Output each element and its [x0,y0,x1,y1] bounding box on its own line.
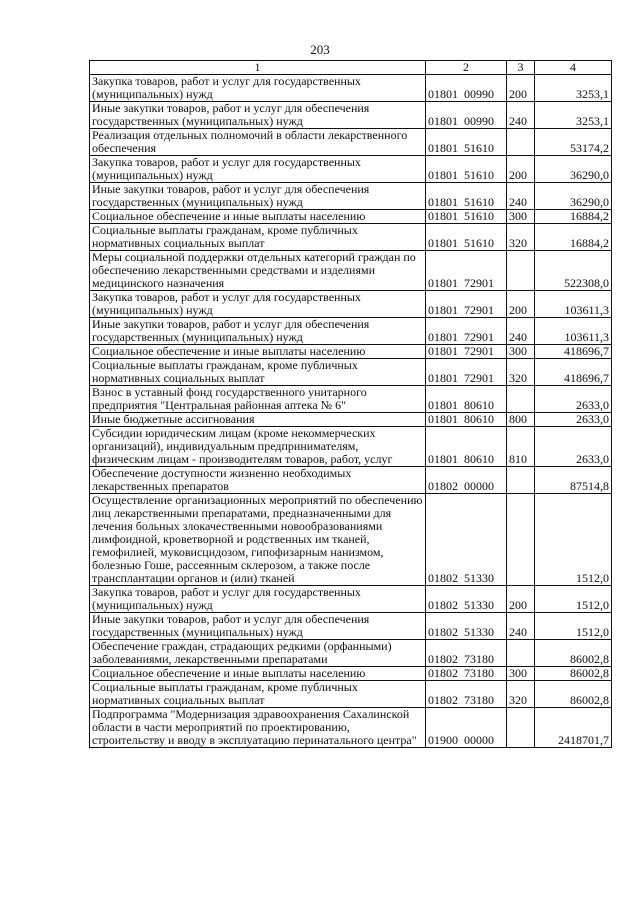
row-amount: 1512,0 [535,494,612,586]
table-row [90,75,612,102]
table-row [90,586,612,613]
row-amount: 2633,0 [535,386,612,413]
row-classification-code [426,494,507,586]
row-code-direction: 72901 [464,276,494,290]
table-row [90,494,612,586]
row-code-direction: 73180 [464,666,494,680]
table-row [90,708,612,748]
row-description: Обеспечение доступности жизненно необходимых лекарственных препаратов [90,467,426,494]
row-expense-type: 300 [507,210,535,224]
header-col-3: 3 [507,61,535,75]
row-classification-code [426,681,507,708]
row-code-program: 01801 [428,303,458,317]
row-code-direction: 51610 [464,168,494,182]
row-code-program: 01802 [428,598,458,612]
row-description: Взнос в уставный фонд государственного унитарного предприятия "Центральная районная аптека № 6" [90,386,426,413]
row-expense-type: 240 [507,183,535,210]
row-code-direction: 51610 [464,195,494,209]
row-description: Иные закупки товаров, работ и услуг для обеспечения государственных (муниципальных) нужд [90,318,426,345]
row-description: Закупка товаров, работ и услуг для государственных (муниципальных) нужд [90,75,426,102]
table-row [90,318,612,345]
row-classification-code [426,156,507,183]
row-expense-type: 320 [507,359,535,386]
header-col-4: 4 [535,61,612,75]
row-description: Социальное обеспечение и иные выплаты населению [90,345,426,359]
row-classification-code [426,210,507,224]
row-expense-type: 300 [507,667,535,681]
row-code-direction: 51330 [464,625,494,639]
row-amount: 2633,0 [535,413,612,427]
row-amount: 1512,0 [535,613,612,640]
row-description: Социальные выплаты гражданам, кроме публичных нормативных социальных выплат [90,359,426,386]
row-expense-type: 320 [507,681,535,708]
row-expense-type [507,129,535,156]
row-code-program: 01801 [428,371,458,385]
table-row [90,467,612,494]
row-expense-type: 320 [507,224,535,251]
row-description: Иные бюджетные ассигнования [90,413,426,427]
row-code-direction: 00990 [464,87,494,101]
table-row [90,413,612,427]
row-code-program: 01801 [428,276,458,290]
row-code-direction: 73180 [464,693,494,707]
row-code-program: 01801 [428,412,458,426]
row-expense-type: 200 [507,586,535,613]
header-col-1: 1 [90,61,426,75]
row-description: Реализация отдельных полномочий в области лекарственного обеспечения [90,129,426,156]
row-description: Субсидии юридическим лицам (кроме некоммерческих организаций), индивидуальным предпринимателям, физическим лицам - производителям товаров, работ, услуг [90,427,426,467]
row-code-program: 01900 [428,733,458,747]
row-code-program: 01801 [428,141,458,155]
row-amount: 86002,8 [535,681,612,708]
row-amount: 87514,8 [535,467,612,494]
row-code-direction: 80610 [464,398,494,412]
table-row [90,210,612,224]
row-amount: 36290,0 [535,156,612,183]
row-code-program: 01802 [428,652,458,666]
row-classification-code [426,102,507,129]
row-code-direction: 72901 [464,344,494,358]
table-row [90,386,612,413]
row-description: Закупка товаров, работ и услуг для государственных (муниципальных) нужд [90,586,426,613]
budget-table [89,60,612,748]
row-expense-type: 200 [507,75,535,102]
row-classification-code [426,413,507,427]
row-code-direction: 51330 [464,598,494,612]
row-amount: 3253,1 [535,75,612,102]
row-classification-code [426,708,507,748]
row-code-program: 01801 [428,236,458,250]
row-code-direction: 80610 [464,452,494,466]
row-code-program: 01801 [428,398,458,412]
row-classification-code [426,359,507,386]
page-number: 203 [310,42,330,57]
table-row [90,359,612,386]
row-code-program: 01802 [428,693,458,707]
row-classification-code [426,318,507,345]
table-row [90,640,612,667]
row-expense-type: 240 [507,102,535,129]
row-expense-type: 300 [507,345,535,359]
row-expense-type [507,494,535,586]
row-code-program: 01802 [428,571,458,585]
header-col-2: 2 [426,61,507,75]
row-description: Иные закупки товаров, работ и услуг для обеспечения государственных (муниципальных) нужд [90,613,426,640]
row-classification-code [426,640,507,667]
row-description: Осуществление организационных мероприятий по обеспечению лиц лекарственными препаратами, предназначенными для лечения больных злокачественными новообразованиями лимфоидной, кроветворной и родственных им тканей, гемофилией, муковисцидозом, гипофизарным нанизмом, болезнью Гоше, рассеянным склерозом, а также после трансплантации органов и (или) тканей [90,494,426,586]
row-classification-code [426,345,507,359]
row-code-direction: 51610 [464,141,494,155]
row-amount: 53174,2 [535,129,612,156]
row-code-program: 01801 [428,87,458,101]
row-code-direction: 80610 [464,412,494,426]
row-code-program: 01802 [428,625,458,639]
row-description: Обеспечение граждан, страдающих редкими (орфанными) заболеваниями, лекарственными препаратами [90,640,426,667]
row-classification-code [426,667,507,681]
row-amount: 16884,2 [535,210,612,224]
table-row [90,224,612,251]
table-row [90,667,612,681]
row-amount: 2418701,7 [535,708,612,748]
row-expense-type [507,386,535,413]
row-description: Подпрограмма "Модернизация здравоохранения Сахалинской области в части мероприятий по проектированию, строительству и вводу в эксплуатацию перинатального центра" [90,708,426,748]
row-description: Социальные выплаты гражданам, кроме публичных нормативных социальных выплат [90,681,426,708]
row-expense-type: 240 [507,613,535,640]
row-amount: 418696,7 [535,359,612,386]
row-code-direction: 51330 [464,571,494,585]
row-classification-code [426,251,507,291]
header-row [90,61,612,75]
row-classification-code [426,75,507,102]
row-expense-type [507,708,535,748]
row-code-direction: 00000 [464,479,494,493]
row-description: Иные закупки товаров, работ и услуг для обеспечения государственных (муниципальных) нужд [90,183,426,210]
row-code-direction: 00990 [464,114,494,128]
row-description: Закупка товаров, работ и услуг для государственных (муниципальных) нужд [90,291,426,318]
table-row [90,613,612,640]
row-amount: 36290,0 [535,183,612,210]
row-expense-type [507,640,535,667]
row-classification-code [426,613,507,640]
row-classification-code [426,386,507,413]
table-row [90,183,612,210]
row-description: Иные закупки товаров, работ и услуг для обеспечения государственных (муниципальных) нужд [90,102,426,129]
row-amount: 522308,0 [535,251,612,291]
row-code-program: 01801 [428,330,458,344]
row-amount: 418696,7 [535,345,612,359]
row-expense-type: 810 [507,427,535,467]
row-code-direction: 72901 [464,330,494,344]
table-row [90,291,612,318]
row-code-program: 01801 [428,195,458,209]
row-classification-code [426,183,507,210]
row-classification-code [426,467,507,494]
row-description: Социальное обеспечение и иные выплаты населению [90,210,426,224]
row-classification-code [426,586,507,613]
row-code-program: 01802 [428,666,458,680]
row-description: Социальное обеспечение и иные выплаты населению [90,667,426,681]
row-classification-code [426,129,507,156]
row-expense-type [507,251,535,291]
row-amount: 2633,0 [535,427,612,467]
row-description: Социальные выплаты гражданам, кроме публичных нормативных социальных выплат [90,224,426,251]
row-classification-code [426,427,507,467]
table-row [90,427,612,467]
row-code-program: 01802 [428,479,458,493]
row-classification-code [426,291,507,318]
table-row [90,251,612,291]
row-amount: 3253,1 [535,102,612,129]
row-code-program: 01801 [428,209,458,223]
row-amount: 16884,2 [535,224,612,251]
row-code-direction: 00000 [464,733,494,747]
row-classification-code [426,224,507,251]
row-description: Меры социальной поддержки отдельных категорий граждан по обеспечению лекарственными средствами и изделиями медицинского назначения [90,251,426,291]
row-amount: 103611,3 [535,291,612,318]
row-code-program: 01801 [428,344,458,358]
row-code-program: 01801 [428,114,458,128]
row-code-program: 01801 [428,452,458,466]
table-row [90,156,612,183]
table-body [90,75,612,748]
row-expense-type: 200 [507,291,535,318]
table-row [90,345,612,359]
row-code-direction: 73180 [464,652,494,666]
row-description: Закупка товаров, работ и услуг для государственных (муниципальных) нужд [90,156,426,183]
table-row [90,129,612,156]
row-expense-type: 240 [507,318,535,345]
row-amount: 103611,3 [535,318,612,345]
table-row [90,102,612,129]
row-amount: 86002,8 [535,640,612,667]
row-code-direction: 72901 [464,303,494,317]
row-code-direction: 51610 [464,209,494,223]
row-expense-type [507,467,535,494]
row-code-direction: 72901 [464,371,494,385]
row-amount: 86002,8 [535,667,612,681]
row-expense-type: 800 [507,413,535,427]
row-expense-type: 200 [507,156,535,183]
row-amount: 1512,0 [535,586,612,613]
row-code-program: 01801 [428,168,458,182]
table-row [90,681,612,708]
row-code-direction: 51610 [464,236,494,250]
